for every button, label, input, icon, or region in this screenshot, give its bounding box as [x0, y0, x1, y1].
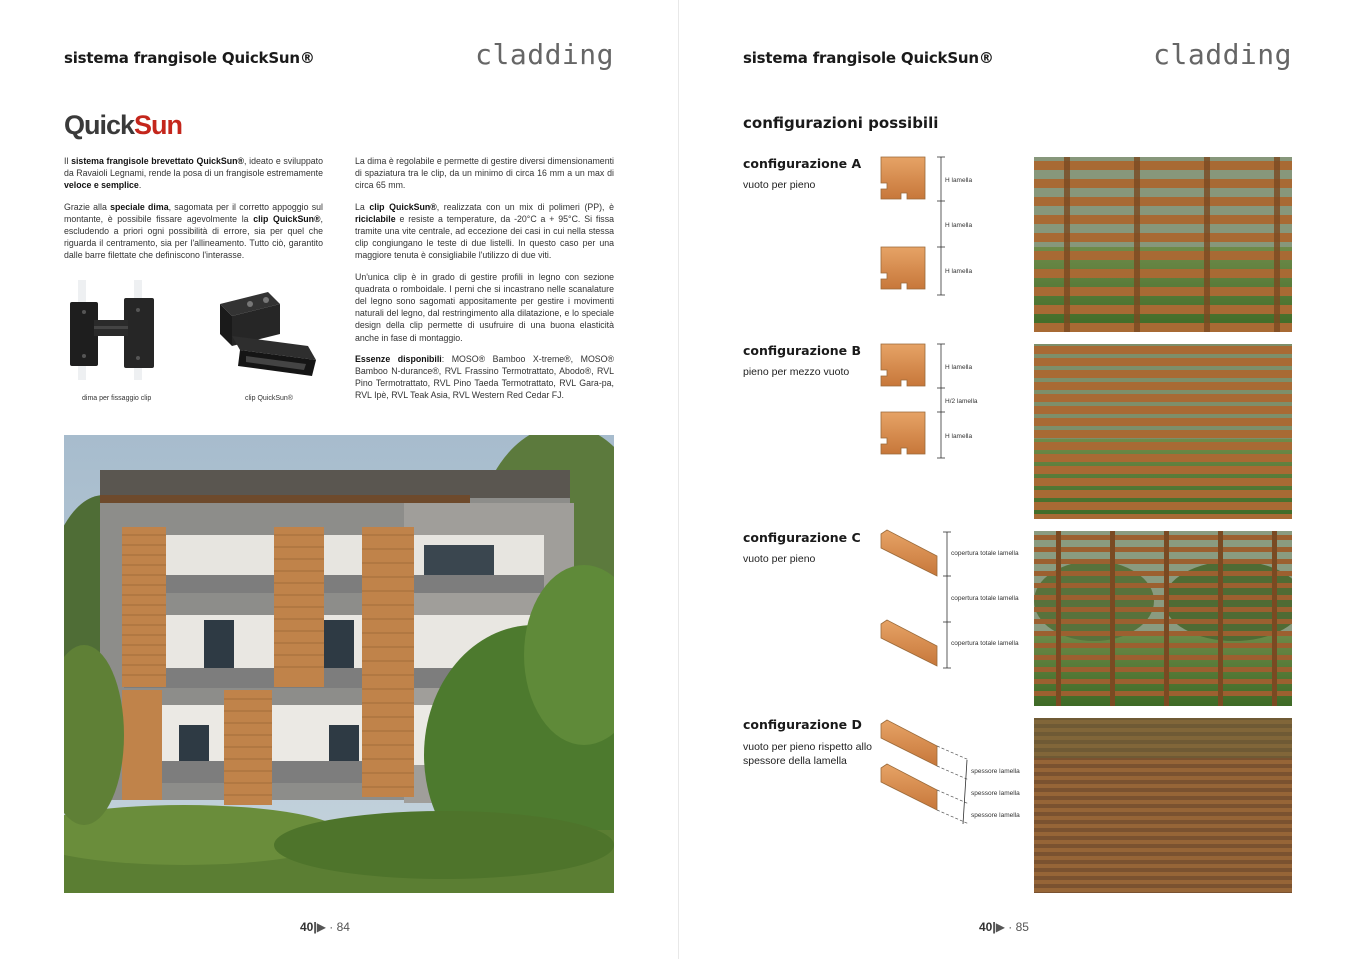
intro-column-2 — [355, 155, 614, 411]
dim-label: spessore lamella — [971, 768, 1020, 775]
paragraph: Essenze disponibili: MOSO® Bamboo X-treme®, MOSO® Bamboo N-durance®, RVL Frassino Termotrattato, Abodo®, RVL Pino Termotrattato, RVL Pino Taeda Termotrattato, RVL Gara-pa, RVL Ipè, RVL Teak Asia, RVL Western Red Cedar FJ. — [355, 353, 615, 401]
dim-label: spessore lamella — [971, 790, 1020, 797]
config-c-subtitle: vuoto per pieno — [743, 553, 816, 565]
page-number: 40|▶ · 84 — [300, 920, 350, 934]
dim-label: H lamella — [945, 433, 973, 440]
right-page — [678, 0, 1356, 959]
page-header-title: sistema frangisole QuickSun® — [743, 49, 994, 67]
config-d-subtitle: vuoto per pieno rispetto allo spessore della lamella — [743, 741, 872, 767]
dima-illustration — [66, 280, 158, 380]
paragraph: Grazie alla speciale dima, sagomata per il corretto appoggio sul montante, è possibile fissare agevolmente la clip QuickSun®, escludendo a priori ogni possibilità di errore, sia per quel che riguarda il centramento, sia per l'allineamento. Tutto ciò, garantito dalle barre filettate che definiscono l'interasse. — [64, 201, 323, 261]
caption-clip: clip QuickSun® — [245, 395, 293, 402]
dim-label: H lamella — [945, 222, 973, 229]
config-a-render — [1034, 157, 1292, 332]
section-title: configurazioni possibili — [743, 114, 939, 132]
building-photo — [64, 435, 614, 893]
quicksun-logo: QuickSun — [64, 110, 183, 140]
config-c-render — [1034, 531, 1292, 706]
config-c-title: configurazione C — [743, 530, 861, 545]
caption-dima: dima per fissaggio clip — [82, 395, 152, 402]
paragraph: Un'unica clip è in grado di gestire profili in legno con sezione quadrata o romboidale. I perni che si incastrano nelle scanalature del legno sono sagomati appositamente per gestire i movimenti naturali del legno, dal restringimento alla dilatazione, e lo speciale design della clip permette di usufruire di una buona elasticità anche in fase di montaggio. — [355, 271, 614, 343]
config-b-title: configurazione B — [743, 343, 862, 358]
dim-label: H lamella — [945, 268, 973, 275]
config-a-diagram — [877, 155, 997, 300]
paragraph: La dima è regolabile e permette di gestire diversi dimensionamenti di spaziatura tra le clip, da un minimo di circa 16 mm a un max di circa 65 mm. — [355, 156, 614, 191]
page-header-category: cladding — [1153, 38, 1292, 71]
config-d-render — [1034, 718, 1292, 893]
dim-label: spessore lamella — [971, 812, 1020, 819]
config-a-title: configurazione A — [743, 156, 862, 171]
config-b-diagram — [877, 342, 997, 462]
intro-column-1 — [64, 155, 323, 271]
config-b-render — [1034, 344, 1292, 519]
page-header-title: sistema frangisole QuickSun® — [64, 49, 315, 67]
config-d-title: configurazione D — [743, 717, 862, 732]
paragraph: La clip QuickSun®, realizzata con un mix di polimeri (PP), è riciclabile e resiste a temperature, da -20°C a + 95°C. Si fissa tramite una vite centrale, ad eccezione dei casi in cui nella stessa clip congiungano le teste di due listelli. In questo caso per una maggiore tenuta è consigliabile l'utilizzo di due viti. — [355, 201, 615, 261]
page-header-category: cladding — [475, 38, 614, 71]
dim-label: H lamella — [945, 177, 973, 184]
config-c-diagram — [877, 528, 1027, 673]
dim-label: H/2 lamella — [945, 398, 978, 405]
clip-illustration — [216, 290, 318, 380]
dim-label: copertura totale lamella — [951, 595, 1019, 602]
page-number: 40|▶ · 85 — [979, 920, 1029, 934]
dim-label: H lamella — [945, 364, 973, 371]
paragraph: Il sistema frangisole brevettato QuickSun®, ideato e sviluppato da Ravaioli Legnami, rende la posa di un frangisole estremamente veloce e semplice. — [64, 156, 324, 191]
dim-label: copertura totale lamella — [951, 640, 1019, 647]
config-b-subtitle: pieno per mezzo vuoto — [743, 366, 850, 378]
config-a-subtitle: vuoto per pieno — [743, 179, 816, 191]
dim-label: copertura totale lamella — [951, 550, 1019, 557]
config-d-diagram — [877, 716, 1027, 836]
